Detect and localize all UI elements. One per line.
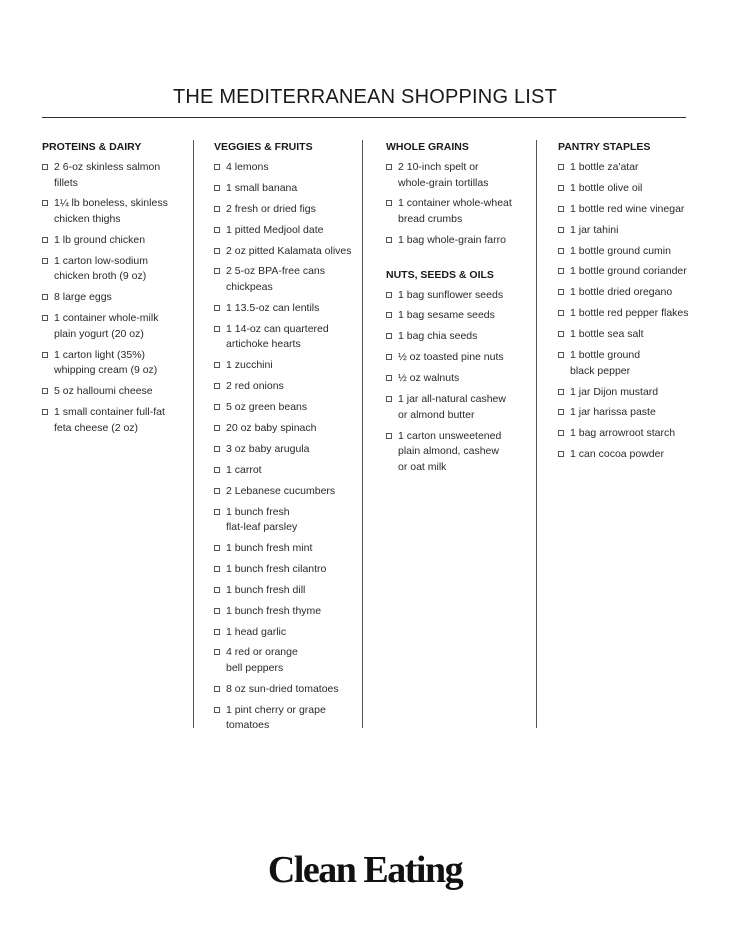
item-text-line: 2 Lebanese cucumbers — [226, 484, 336, 497]
checkbox-icon[interactable] — [558, 352, 564, 358]
item-text-line: artichoke hearts — [226, 338, 301, 351]
item-text-line: 1 small container full-fat — [54, 406, 165, 419]
list-item — [386, 196, 536, 227]
item-text-line: 1 carton low-sodium — [54, 254, 148, 267]
item-text-line: plain almond, cashew — [398, 445, 499, 458]
column-veggies-fruits — [214, 141, 364, 739]
list-item — [214, 322, 364, 353]
checkbox-icon[interactable] — [42, 164, 48, 170]
list-item — [214, 301, 364, 317]
checkbox-icon[interactable] — [42, 315, 48, 321]
item-text-line: 1 zucchini — [226, 359, 273, 372]
item-text-line: 1 bag sesame seeds — [398, 309, 495, 322]
item-text-line: 1 bag arrowroot starch — [570, 427, 676, 440]
item-text-line: 1 head garlic — [226, 625, 287, 638]
item-text-line: whole-grain tortillas — [398, 176, 489, 189]
list-item — [386, 288, 536, 304]
item-text-line: 1 small banana — [226, 181, 298, 194]
column-pantry-staples — [558, 141, 708, 468]
list-item — [214, 541, 364, 557]
checkbox-icon[interactable] — [214, 425, 220, 431]
list-item — [214, 645, 364, 676]
list-item — [386, 233, 536, 249]
section-heading: WHOLE GRAINS — [386, 141, 469, 153]
checkbox-icon[interactable] — [42, 237, 48, 243]
item-text-line: whipping cream (9 oz) — [54, 364, 158, 377]
item-text-line: 1 bottle olive oil — [570, 181, 643, 194]
list-item — [214, 583, 364, 599]
checkbox-icon[interactable] — [386, 312, 392, 318]
item-list — [214, 160, 364, 734]
item-text-line: 1 pitted Medjool date — [226, 223, 324, 236]
list-item — [558, 447, 708, 463]
checkbox-icon[interactable] — [214, 248, 220, 254]
checkbox-icon[interactable] — [386, 333, 392, 339]
checkbox-icon[interactable] — [386, 164, 392, 170]
item-text-line: 8 large eggs — [54, 291, 112, 304]
page-title: THE MEDITERRANEAN SHOPPING LIST — [172, 86, 558, 108]
item-text-line: or almond butter — [398, 408, 475, 421]
item-text-line: flat-leaf parsley — [226, 521, 298, 534]
column-divider — [362, 140, 363, 728]
item-text-line: 1 bunch fresh — [226, 505, 290, 518]
checkbox-icon[interactable] — [558, 451, 564, 457]
checkbox-icon[interactable] — [214, 467, 220, 473]
item-list — [386, 160, 536, 249]
checkbox-icon[interactable] — [558, 206, 564, 212]
checkbox-icon[interactable] — [214, 509, 220, 515]
list-item — [214, 604, 364, 620]
checkbox-icon[interactable] — [558, 164, 564, 170]
list-item — [558, 285, 708, 301]
checkbox-icon[interactable] — [42, 409, 48, 415]
item-text-line: black pepper — [570, 364, 631, 377]
checkbox-icon[interactable] — [42, 258, 48, 264]
item-list — [558, 160, 708, 463]
item-text-line: 1 bag whole-grain farro — [398, 233, 506, 246]
item-text-line: 2 10-inch spelt or — [398, 161, 479, 173]
item-text-line: 1 bunch fresh mint — [226, 542, 313, 555]
list-item — [386, 308, 536, 324]
section-heading: VEGGIES & FRUITS — [214, 141, 313, 153]
item-text-line: 2 5-oz BPA-free cans — [226, 265, 326, 278]
clean-eating-logo: Clean Eating — [267, 849, 463, 891]
item-text-line: 2 red onions — [226, 380, 284, 393]
checkbox-icon[interactable] — [386, 354, 392, 360]
checkbox-icon[interactable] — [214, 383, 220, 389]
checkbox-icon[interactable] — [558, 389, 564, 395]
list-item — [214, 358, 364, 374]
title-rule — [42, 117, 686, 118]
checkbox-icon[interactable] — [558, 227, 564, 233]
list-item — [214, 625, 364, 641]
item-text-line: 1 pint cherry or grape — [226, 703, 326, 716]
list-item — [42, 384, 192, 400]
list-item — [214, 160, 364, 176]
checkbox-icon[interactable] — [214, 566, 220, 572]
item-text-line: 4 red or orange — [226, 646, 298, 659]
item-text-line: 1 lb ground chicken — [54, 233, 146, 246]
list-item — [214, 202, 364, 218]
list-item — [558, 160, 708, 176]
list-item — [386, 429, 536, 476]
list-item — [558, 202, 708, 218]
item-text-line: 4 lemons — [226, 161, 269, 173]
item-text-line: 20 oz baby spinach — [226, 421, 317, 434]
checkbox-icon[interactable] — [214, 362, 220, 368]
column-divider — [536, 140, 537, 728]
checkbox-icon[interactable] — [214, 305, 220, 311]
list-item — [558, 385, 708, 401]
list-item — [42, 311, 192, 342]
list-item — [214, 703, 364, 734]
checkbox-icon[interactable] — [214, 185, 220, 191]
item-text-line: 1 bottle ground cumin — [570, 244, 671, 257]
item-text-line: 1 jar Dijon mustard — [570, 385, 659, 398]
checkbox-icon[interactable] — [42, 200, 48, 206]
item-text-line: fillets — [54, 176, 78, 189]
item-text-line: 1 bag chia seeds — [398, 330, 478, 343]
item-text-line: chicken thighs — [54, 213, 121, 226]
item-text-line: 1 bunch fresh cilantro — [226, 562, 327, 575]
list-item — [558, 327, 708, 343]
list-item — [558, 264, 708, 280]
checkbox-icon[interactable] — [214, 488, 220, 494]
item-text-line: 2 6-oz skinless salmon — [54, 161, 161, 173]
checkbox-icon[interactable] — [558, 185, 564, 191]
list-item — [558, 348, 708, 379]
list-item — [42, 196, 192, 227]
checkbox-icon[interactable] — [214, 545, 220, 551]
section-heading: PROTEINS & DAIRY — [42, 141, 142, 153]
list-item — [42, 233, 192, 249]
item-text-line: plain yogurt (20 oz) — [54, 327, 144, 340]
list-item — [386, 329, 536, 345]
list-item — [558, 244, 708, 260]
list-item — [42, 254, 192, 285]
item-text-line: 2 oz pitted Kalamata olives — [226, 244, 352, 257]
list-item — [214, 484, 364, 500]
list-item — [42, 348, 192, 379]
item-text-line: bread crumbs — [398, 213, 463, 226]
checkbox-icon[interactable] — [214, 629, 220, 635]
checkbox-icon[interactable] — [386, 375, 392, 381]
item-text-line: 1 bag sunflower seeds — [398, 288, 504, 301]
list-item — [214, 421, 364, 437]
list-item — [558, 181, 708, 197]
list-item — [214, 562, 364, 578]
checkbox-icon[interactable] — [558, 430, 564, 436]
item-text-line: chicken broth (9 oz) — [54, 270, 147, 283]
checkbox-icon[interactable] — [214, 649, 220, 655]
list-item — [558, 223, 708, 239]
item-text-line: 1 carton light (35%) — [54, 348, 146, 361]
item-text-line: 1 carton unsweetened — [398, 429, 502, 442]
checkbox-icon[interactable] — [214, 268, 220, 274]
list-item — [214, 505, 364, 536]
list-item — [42, 405, 192, 436]
section-heading: NUTS, SEEDS & OILS — [386, 268, 494, 281]
item-text-line: 1 container whole-wheat — [398, 197, 512, 210]
checkbox-icon[interactable] — [214, 326, 220, 332]
column-divider — [193, 140, 194, 728]
checkbox-icon[interactable] — [214, 686, 220, 692]
list-item — [214, 682, 364, 698]
item-text-line: 5 oz green beans — [226, 401, 308, 414]
list-item — [558, 306, 708, 322]
checkbox-icon[interactable] — [558, 331, 564, 337]
item-text-line: 1 14-oz can quartered — [226, 322, 329, 335]
item-text-line: or oat milk — [398, 460, 447, 473]
list-item — [214, 463, 364, 479]
list-item — [214, 244, 364, 260]
checkbox-icon[interactable] — [214, 587, 220, 593]
list-item — [214, 181, 364, 197]
item-list — [42, 160, 192, 436]
item-text-line: 2 fresh or dried figs — [226, 202, 316, 215]
item-text-line: feta cheese (2 oz) — [54, 421, 139, 434]
item-text-line: 1 bottle ground — [570, 349, 641, 362]
list-item — [42, 160, 192, 191]
item-text-line: 1 bottle red pepper flakes — [570, 307, 689, 320]
list-item — [214, 442, 364, 458]
list-item — [214, 223, 364, 239]
list-item — [558, 426, 708, 442]
item-text-line: 1 jar harissa paste — [570, 406, 656, 419]
section-heading: PANTRY STAPLES — [558, 141, 651, 153]
checkbox-icon[interactable] — [558, 310, 564, 316]
item-text-line: chickpeas — [226, 281, 273, 294]
item-text-line: 1 bunch fresh thyme — [226, 604, 322, 617]
item-list — [386, 288, 536, 476]
checkbox-icon[interactable] — [386, 237, 392, 243]
list-item — [42, 290, 192, 306]
item-text-line: 1 13.5-oz can lentils — [226, 301, 320, 314]
item-text-line: ½ oz toasted pine nuts — [398, 351, 504, 364]
item-text-line: 1 can cocoa powder — [570, 448, 664, 461]
item-text-line: ½ oz walnuts — [398, 372, 460, 385]
item-text-line: 1 bottle red wine vinegar — [570, 202, 685, 215]
checkbox-icon[interactable] — [386, 433, 392, 439]
list-item — [386, 160, 536, 191]
item-text-line: 1 bottle za'atar — [570, 161, 639, 173]
list-item — [214, 400, 364, 416]
list-item — [386, 392, 536, 423]
column-proteins-dairy — [42, 141, 192, 442]
list-item — [214, 379, 364, 395]
list-item — [214, 264, 364, 295]
item-text-line: 1 carrot — [226, 463, 262, 476]
checkbox-icon[interactable] — [214, 404, 220, 410]
checkbox-icon[interactable] — [558, 409, 564, 415]
checkbox-icon[interactable] — [558, 289, 564, 295]
checkbox-icon[interactable] — [42, 388, 48, 394]
checkbox-icon[interactable] — [558, 248, 564, 254]
list-item — [386, 371, 536, 387]
item-text-line: 1¼ lb boneless, skinless — [54, 197, 168, 210]
item-text-line: 8 oz sun-dried tomatoes — [226, 682, 339, 695]
column-grains-nuts — [386, 141, 536, 481]
list-item — [558, 405, 708, 421]
item-text-line: 1 jar all-natural cashew — [398, 393, 506, 406]
checkbox-icon[interactable] — [214, 164, 220, 170]
item-text-line: 3 oz baby arugula — [226, 442, 310, 455]
item-text-line: 1 container whole-milk — [54, 312, 159, 325]
checkbox-icon[interactable] — [214, 608, 220, 614]
item-text-line: 1 bottle dried oregano — [570, 286, 673, 299]
item-text-line: 1 jar tahini — [570, 223, 619, 236]
checkbox-icon[interactable] — [386, 396, 392, 402]
checkbox-icon[interactable] — [386, 292, 392, 298]
checkbox-icon[interactable] — [386, 200, 392, 206]
item-text-line: 1 bunch fresh dill — [226, 583, 306, 596]
checkbox-icon[interactable] — [214, 446, 220, 452]
checkbox-icon[interactable] — [42, 294, 48, 300]
list-item — [386, 350, 536, 366]
checkbox-icon[interactable] — [558, 268, 564, 274]
item-text-line: bell peppers — [226, 662, 284, 675]
checkbox-icon[interactable] — [214, 206, 220, 212]
checkbox-icon[interactable] — [214, 707, 220, 713]
item-text-line: tomatoes — [226, 719, 270, 732]
item-text-line: 1 bottle sea salt — [570, 328, 644, 341]
checkbox-icon[interactable] — [42, 352, 48, 358]
checkbox-icon[interactable] — [214, 227, 220, 233]
item-text-line: 5 oz halloumi cheese — [54, 385, 153, 398]
item-text-line: 1 bottle ground coriander — [570, 265, 687, 278]
